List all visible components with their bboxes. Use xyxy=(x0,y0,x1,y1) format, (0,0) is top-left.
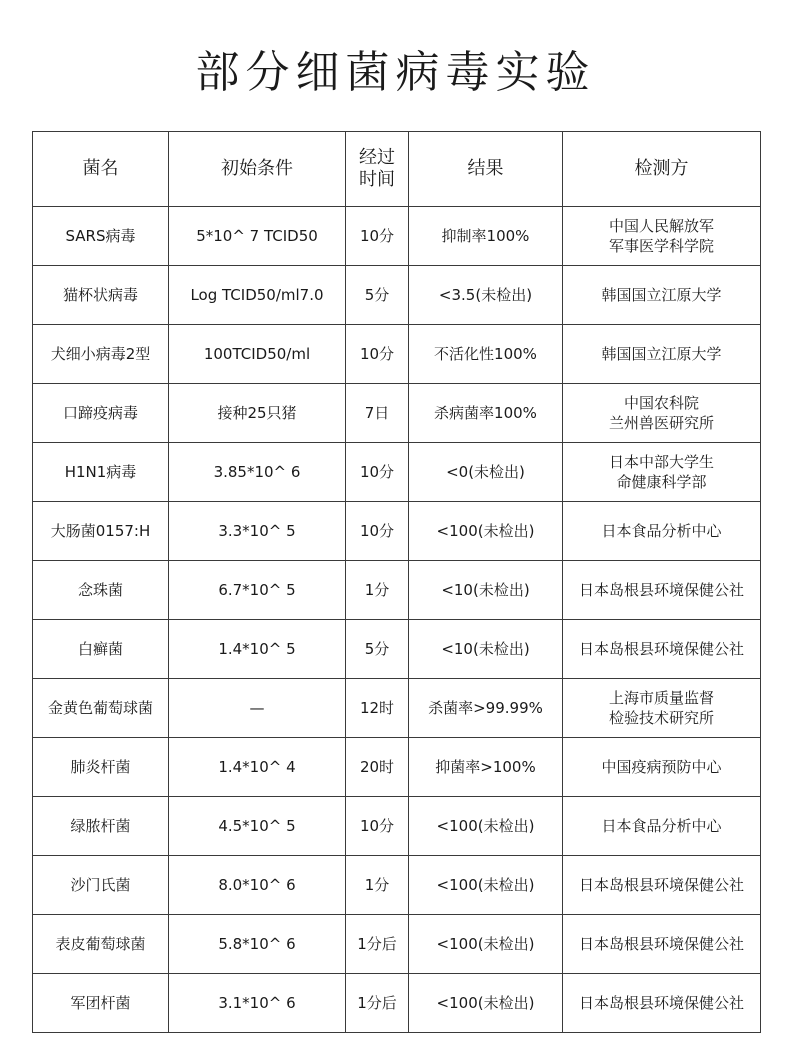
result-cell: <100(未检出) xyxy=(409,797,563,856)
condition-cell: 1.4*10^ 4 xyxy=(169,738,346,797)
table-row xyxy=(33,738,761,797)
condition-cell: 3.3*10^ 5 xyxy=(169,502,346,561)
condition-cell: 3.1*10^ 6 xyxy=(169,974,346,1033)
tester-cell: 日本岛根县环境保健公社 xyxy=(563,915,761,974)
header-initial-condition: 初始条件 xyxy=(169,132,346,207)
table-row xyxy=(33,384,761,443)
header-row xyxy=(33,132,761,207)
condition-cell: 1.4*10^ 5 xyxy=(169,620,346,679)
strain-cell: 金黄色葡萄球菌 xyxy=(33,679,169,738)
result-cell: <10(未检出) xyxy=(409,620,563,679)
condition-cell: 8.0*10^ 6 xyxy=(169,856,346,915)
result-cell: 不活化性100% xyxy=(409,325,563,384)
table-row xyxy=(33,325,761,384)
time-cell: 5分 xyxy=(346,620,409,679)
time-cell: 1分后 xyxy=(346,915,409,974)
condition-cell: Log TCID50/ml7.0 xyxy=(169,266,346,325)
results-table xyxy=(32,131,761,1033)
tester-cell: 中国农科院 兰州兽医研究所 xyxy=(563,384,761,443)
time-cell: 10分 xyxy=(346,797,409,856)
time-cell: 7日 xyxy=(346,384,409,443)
time-cell: 12时 xyxy=(346,679,409,738)
header-elapsed-time: 经过 时间 xyxy=(346,132,409,207)
header-result: 结果 xyxy=(409,132,563,207)
result-cell: <100(未检出) xyxy=(409,502,563,561)
result-cell: <0(未检出) xyxy=(409,443,563,502)
time-cell: 10分 xyxy=(346,443,409,502)
strain-cell: 军团杆菌 xyxy=(33,974,169,1033)
condition-cell: 5.8*10^ 6 xyxy=(169,915,346,974)
result-cell: <10(未检出) xyxy=(409,561,563,620)
condition-cell: 4.5*10^ 5 xyxy=(169,797,346,856)
table-row xyxy=(33,797,761,856)
tester-cell: 韩国国立江原大学 xyxy=(563,325,761,384)
result-cell: 杀病菌率100% xyxy=(409,384,563,443)
result-cell: <100(未检出) xyxy=(409,974,563,1033)
condition-cell: 接种25只猪 xyxy=(169,384,346,443)
time-cell: 20时 xyxy=(346,738,409,797)
condition-cell: 6.7*10^ 5 xyxy=(169,561,346,620)
table-row xyxy=(33,679,761,738)
table-row xyxy=(33,266,761,325)
time-cell: 5分 xyxy=(346,266,409,325)
tester-cell: 上海市质量监督 检验技术研究所 xyxy=(563,679,761,738)
condition-cell: 100TCID50/ml xyxy=(169,325,346,384)
time-cell: 1分 xyxy=(346,856,409,915)
result-cell: <3.5(未检出) xyxy=(409,266,563,325)
time-cell: 10分 xyxy=(346,325,409,384)
strain-cell: 念珠菌 xyxy=(33,561,169,620)
strain-cell: 沙门氏菌 xyxy=(33,856,169,915)
table-row xyxy=(33,620,761,679)
time-cell: 10分 xyxy=(346,207,409,266)
result-cell: 抑菌率>100% xyxy=(409,738,563,797)
strain-cell: 猫杯状病毒 xyxy=(33,266,169,325)
tester-cell: 日本岛根县环境保健公社 xyxy=(563,856,761,915)
header-strain: 菌名 xyxy=(33,132,169,207)
tester-cell: 日本中部大学生 命健康科学部 xyxy=(563,443,761,502)
time-cell: 10分 xyxy=(346,502,409,561)
condition-cell: — xyxy=(169,679,346,738)
strain-cell: 绿脓杆菌 xyxy=(33,797,169,856)
time-cell: 1分后 xyxy=(346,974,409,1033)
strain-cell: 大肠菌0157:H xyxy=(33,502,169,561)
strain-cell: 肺炎杆菌 xyxy=(33,738,169,797)
header-testing-party: 检测方 xyxy=(563,132,761,207)
condition-cell: 5*10^ 7 TCID50 xyxy=(169,207,346,266)
table-row xyxy=(33,561,761,620)
strain-cell: 表皮葡萄球菌 xyxy=(33,915,169,974)
tester-cell: 日本岛根县环境保健公社 xyxy=(563,561,761,620)
strain-cell: SARS病毒 xyxy=(33,207,169,266)
result-cell: 抑制率100% xyxy=(409,207,563,266)
table-row xyxy=(33,443,761,502)
tester-cell: 中国疫病预防中心 xyxy=(563,738,761,797)
table-row xyxy=(33,502,761,561)
result-cell: 杀菌率>99.99% xyxy=(409,679,563,738)
condition-cell: 3.85*10^ 6 xyxy=(169,443,346,502)
result-cell: <100(未检出) xyxy=(409,915,563,974)
table-row xyxy=(33,974,761,1033)
strain-cell: 口蹄疫病毒 xyxy=(33,384,169,443)
tester-cell: 韩国国立江原大学 xyxy=(563,266,761,325)
tester-cell: 日本岛根县环境保健公社 xyxy=(563,620,761,679)
table-row xyxy=(33,915,761,974)
strain-cell: 白癣菌 xyxy=(33,620,169,679)
tester-cell: 日本岛根县环境保健公社 xyxy=(563,974,761,1033)
tester-cell: 日本食品分析中心 xyxy=(563,797,761,856)
tester-cell: 中国人民解放军 军事医学科学院 xyxy=(563,207,761,266)
result-cell: <100(未检出) xyxy=(409,856,563,915)
table-row xyxy=(33,207,761,266)
table-row xyxy=(33,856,761,915)
time-cell: 1分 xyxy=(346,561,409,620)
strain-cell: H1N1病毒 xyxy=(33,443,169,502)
strain-cell: 犬细小病毒2型 xyxy=(33,325,169,384)
tester-cell: 日本食品分析中心 xyxy=(563,502,761,561)
page-title: 部分细菌病毒实验 xyxy=(195,47,596,98)
